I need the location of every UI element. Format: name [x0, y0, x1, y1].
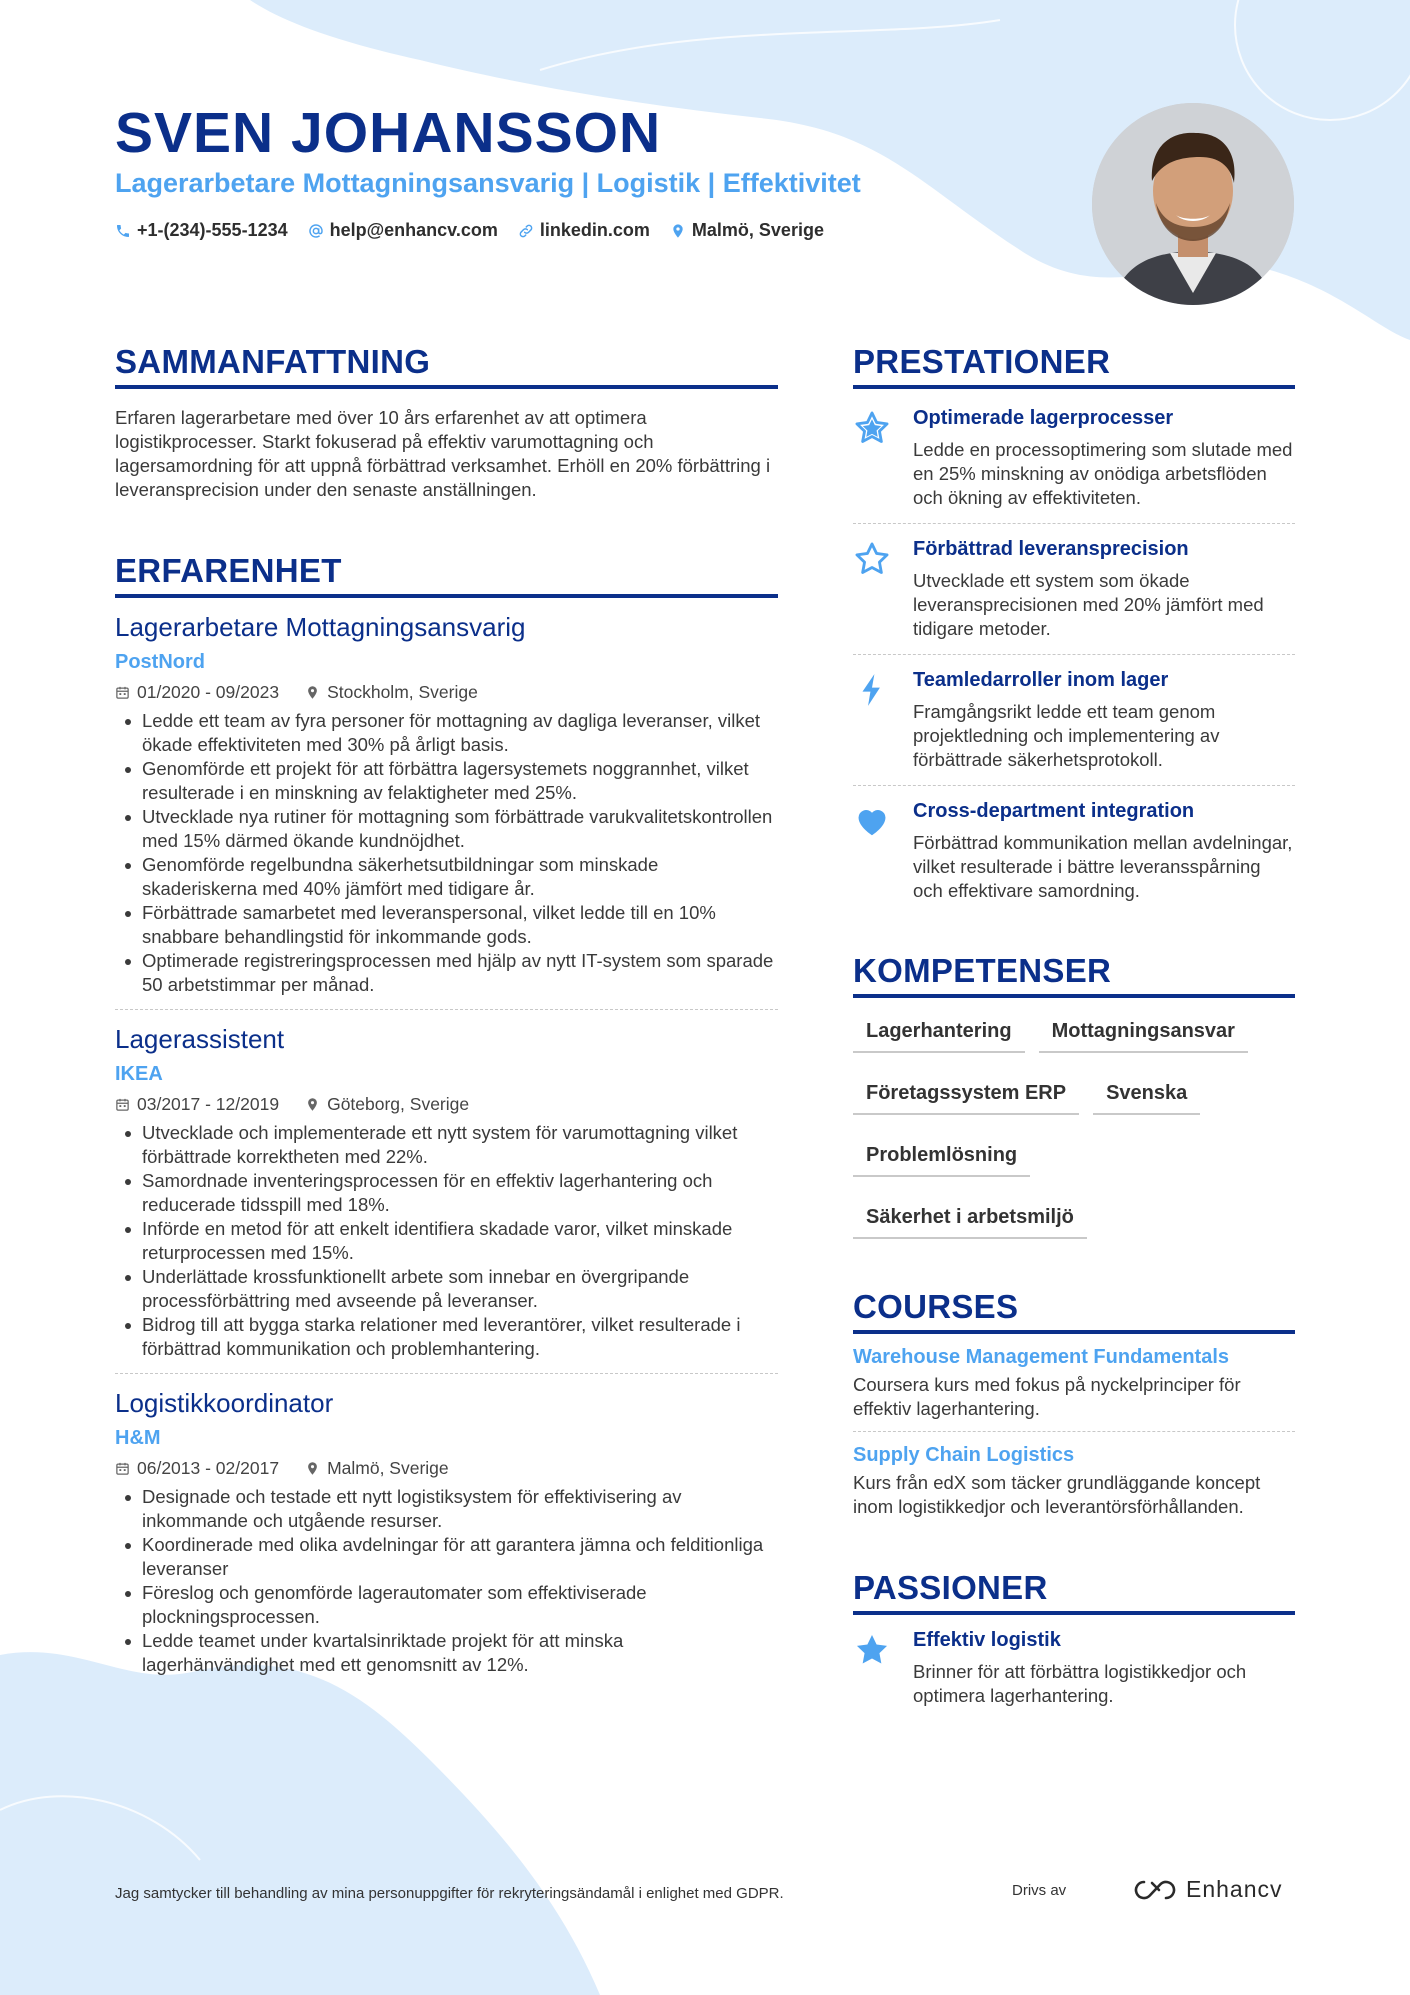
location-text: Malmö, Sverige — [691, 220, 824, 240]
experience-list — [115, 612, 778, 1689]
star-icon — [853, 1631, 891, 1669]
calendar-icon — [115, 685, 130, 700]
phone-text: +1-(234)-555-1234 — [137, 220, 288, 240]
skill-tag: Säkerhet i arbetsmiljö — [853, 1194, 1087, 1239]
job-bullets — [115, 1121, 778, 1361]
candidate-name: SVEN JOHANSSON — [115, 101, 662, 165]
passions-heading: PASSIONER — [853, 1569, 1295, 1615]
linkedin-text: linkedin.com — [539, 220, 650, 240]
job-location: Göteborg, Sverige — [305, 1094, 469, 1115]
bullet-item: Samordnade inventeringsprocessen för en effektiv lagerhantering och reducerade tidsspill med 18%. — [115, 1169, 778, 1217]
job-dates: 06/2013 - 02/2017 — [115, 1458, 279, 1479]
achievement-title: Cross-department integration — [913, 800, 1195, 822]
bullet-item: Bidrog till att bygga starka relationer med leverantörer, vilket resulterade i förbättrad kommunikation och problemhantering. — [115, 1313, 778, 1361]
heart-icon — [853, 802, 891, 840]
right-column — [853, 343, 1295, 1721]
course-title: Supply Chain Logistics — [853, 1444, 1075, 1466]
passions-list — [853, 1615, 1295, 1721]
location-pin-icon — [305, 1097, 320, 1112]
contact-location — [670, 220, 824, 241]
bullet-item: Ledde teamet under kvartalsinriktade projekt för att minska lagerhänvändighet med ett genomsnitt av 12%. — [115, 1629, 778, 1677]
profile-photo — [1092, 103, 1294, 305]
job-meta — [115, 1458, 778, 1479]
summary-heading: SAMMANFATTNING — [115, 343, 778, 389]
skill-tag: Problemlösning — [853, 1132, 1030, 1177]
achievement-item — [853, 524, 1295, 655]
star-outline-icon — [853, 540, 891, 578]
skill-tag: Svenska — [1093, 1070, 1200, 1115]
achievement-desc: Framgångsrikt ledde ett team genom projektledning och implementering av förbättrade säkerhetsprotokoll. — [913, 701, 1220, 770]
bullet-item: Förbättrade samarbetet med leveranspersonal, vilket ledde till en 10% snabbare behandlingstid för inkommande gods. — [115, 901, 778, 949]
achievement-desc: Utvecklade ett system som ökade leveransprecisionen med 20% jämfört med tidigare metoder. — [913, 570, 1264, 639]
passion-title: Effektiv logistik — [913, 1629, 1061, 1651]
courses-heading: COURSES — [853, 1288, 1295, 1334]
achievement-title: Förbättrad leveransprecision — [913, 538, 1189, 560]
contact-phone[interactable] — [115, 220, 288, 241]
bullet-item: Införde en metod för att enkelt identifiera skadade varor, vilket minskade returprocessen med 15%. — [115, 1217, 778, 1265]
achievement-desc: Förbättrad kommunikation mellan avdelningar, vilket resulterade i bättre leveransspårning och effektivare samordning. — [913, 832, 1293, 901]
bullet-item: Utvecklade nya rutiner för mottagning som förbättrade varukvalitetskontrollen med 15% därmed ökande kundnöjdhet. — [115, 805, 778, 853]
job-company: H&M — [115, 1427, 161, 1449]
gdpr-consent: Jag samtycker till behandling av mina personuppgifter för rekryteringsändamål i enlighet med GDPR. — [115, 1885, 784, 1902]
bullet-item: Föreslog och genomförde lagerautomater som effektiviserade plockningsprocessen. — [115, 1581, 778, 1629]
achievement-item — [853, 655, 1295, 786]
bullet-item: Designade och testade ett nytt logistiksystem för effektivisering av inkommande och utgående resurser. — [115, 1485, 778, 1533]
left-column — [115, 343, 778, 1703]
summary-text: Erfaren lagerarbetare med över 10 års erfarenhet av att optimera logistikprocesser. Starkt fokuserad på effektiv varumottagning och lagersamordning för att uppnå förbättrad verksamhet. Erhöll en 20% förbättring i leveransprecision under den senaste anställningen. — [115, 407, 771, 500]
calendar-icon — [115, 1461, 130, 1476]
bullet-item: Koordinerade med olika avdelningar för att garantera jämna och felditionliga leveranser — [115, 1533, 778, 1581]
skill-tag: Lagerhantering — [853, 1008, 1025, 1053]
passion-item — [853, 1615, 1295, 1721]
job-dates: 03/2017 - 12/2019 — [115, 1094, 279, 1115]
contact-email[interactable] — [308, 220, 498, 241]
infinity-logo-icon — [1132, 1878, 1178, 1902]
job-title: Lagerassistent — [115, 1024, 285, 1054]
enhancv-logo[interactable] — [1132, 1876, 1283, 1903]
job-title: Lagerarbetare Mottagningsansvarig — [115, 612, 526, 642]
course-item — [853, 1334, 1295, 1432]
achievements-list — [853, 393, 1295, 916]
contact-row — [115, 220, 824, 241]
job-entry — [115, 1024, 778, 1374]
location-pin-icon — [305, 685, 320, 700]
location-pin-icon — [670, 223, 686, 239]
calendar-icon — [115, 1097, 130, 1112]
candidate-headline: Lagerarbetare Mottagningsansvarig | Logistik | Effektivitet — [115, 168, 861, 198]
bullet-item: Underlättade krossfunktionellt arbete som innebar en övergripande processförbättring med avseende på leveranser. — [115, 1265, 778, 1313]
link-icon — [518, 223, 534, 239]
job-meta — [115, 682, 778, 703]
job-entry — [115, 612, 778, 1010]
course-desc: Coursera kurs med fokus på nyckelprinciper för effektiv lagerhantering. — [853, 1374, 1241, 1419]
achievement-title: Teamledarroller inom lager — [913, 669, 1169, 691]
bullet-item: Optimerade registreringsprocessen med hjälp av nytt IT-system som sparade 50 arbetstimmar per månad. — [115, 949, 778, 997]
skill-tag: Företagssystem ERP — [853, 1070, 1079, 1115]
courses-list — [853, 1334, 1295, 1529]
passion-desc: Brinner för att förbättra logistikkedjor och optimera lagerhantering. — [913, 1661, 1247, 1706]
job-bullets — [115, 709, 778, 997]
course-item — [853, 1432, 1295, 1529]
experience-heading: ERFARENHET — [115, 552, 778, 598]
job-location: Stockholm, Sverige — [305, 682, 478, 703]
job-meta — [115, 1094, 778, 1115]
location-pin-icon — [305, 1461, 320, 1476]
course-desc: Kurs från edX som täcker grundläggande koncept inom logistikkedjor och leverantörsförhållanden. — [853, 1472, 1261, 1517]
bullet-item: Ledde ett team av fyra personer för mottagning av dagliga leveranser, vilket ökade effektiviteten med 30% på årligt basis. — [115, 709, 778, 757]
skills-list — [853, 1008, 1295, 1256]
phone-icon — [115, 223, 131, 239]
bullet-item: Genomförde ett projekt för att förbättra lagersystemets noggrannhet, vilket resulterade i en minskning av felaktigheter med 25%. — [115, 757, 778, 805]
skill-tag: Mottagningsansvar — [1039, 1008, 1248, 1053]
job-entry — [115, 1388, 778, 1689]
bullet-item: Genomförde regelbundna säkerhetsutbildningar som minskade skaderiskerna med 40% jämfört med tidigare år. — [115, 853, 778, 901]
brand-name: Enhancv — [1186, 1876, 1283, 1902]
achievements-heading: PRESTATIONER — [853, 343, 1295, 389]
achievement-desc: Ledde en processoptimering som slutade med en 25% minskning av onödiga arbetsflöden och ökning av effektiviteten. — [913, 439, 1293, 508]
job-company: PostNord — [115, 651, 205, 673]
achievement-item — [853, 393, 1295, 524]
job-dates: 01/2020 - 09/2023 — [115, 682, 279, 703]
lightning-icon — [853, 671, 891, 709]
job-title: Logistikkoordinator — [115, 1388, 334, 1418]
at-icon — [308, 223, 324, 239]
bullet-item: Utvecklade och implementerade ett nytt system för varumottagning vilket förbättrade korrektheten med 22%. — [115, 1121, 778, 1169]
star-outline-filled-icon — [853, 409, 891, 447]
achievement-title: Optimerade lagerprocesser — [913, 407, 1174, 429]
achievement-item — [853, 786, 1295, 916]
skills-heading: KOMPETENSER — [853, 952, 1295, 998]
job-location: Malmö, Sverige — [305, 1458, 449, 1479]
job-company: IKEA — [115, 1063, 163, 1085]
job-bullets — [115, 1485, 778, 1677]
powered-by-label: Drivs av — [1012, 1882, 1067, 1899]
course-title: Warehouse Management Fundamentals — [853, 1346, 1229, 1368]
email-text: help@enhancv.com — [329, 220, 498, 240]
contact-linkedin[interactable] — [518, 220, 650, 241]
